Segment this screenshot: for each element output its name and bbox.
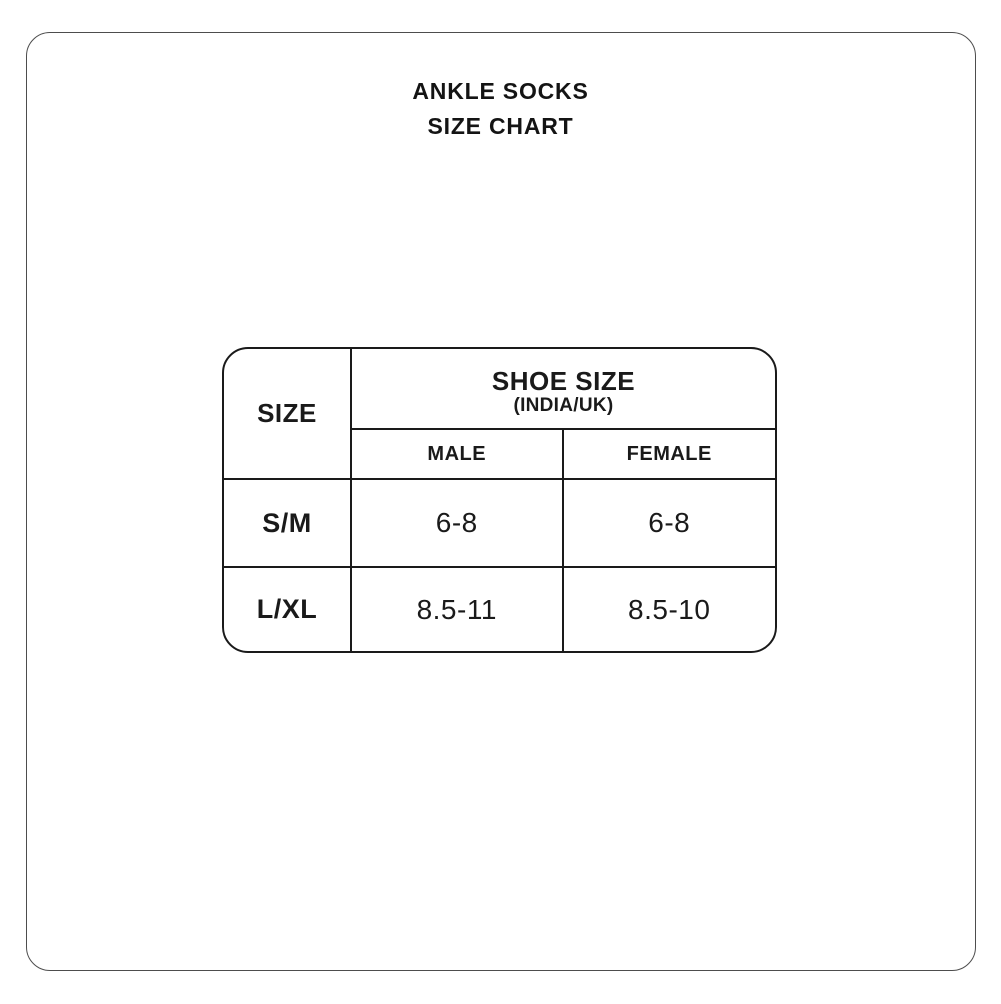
table-header-shoe-size-group (352, 349, 775, 430)
page-title-line2: SIZE CHART (427, 113, 574, 139)
size-chart-table (222, 347, 777, 653)
table-header-female: FEMALE (564, 430, 776, 480)
table-row-sm-female-value: 6-8 (564, 480, 776, 568)
table-header-shoe-size-label: SHOE SIZE (491, 366, 636, 396)
table-row-lxl-female-value: 8.5-10 (628, 593, 711, 625)
table-header-male: MALE (352, 430, 564, 480)
table-row-lxl-size-label: L/XL (224, 568, 352, 651)
table-row-sm-male-value: 6-8 (352, 480, 564, 568)
table-row-sm-size-label: S/M (224, 480, 352, 568)
table-header-region-sublabel: (INDIA/UK) (513, 395, 614, 416)
page-title-line1: ANKLE SOCKS (412, 78, 589, 104)
table-header-size: SIZE (224, 349, 352, 480)
table-row-lxl-male-value: 8.5-11 (352, 568, 564, 651)
page-title (0, 74, 1001, 144)
